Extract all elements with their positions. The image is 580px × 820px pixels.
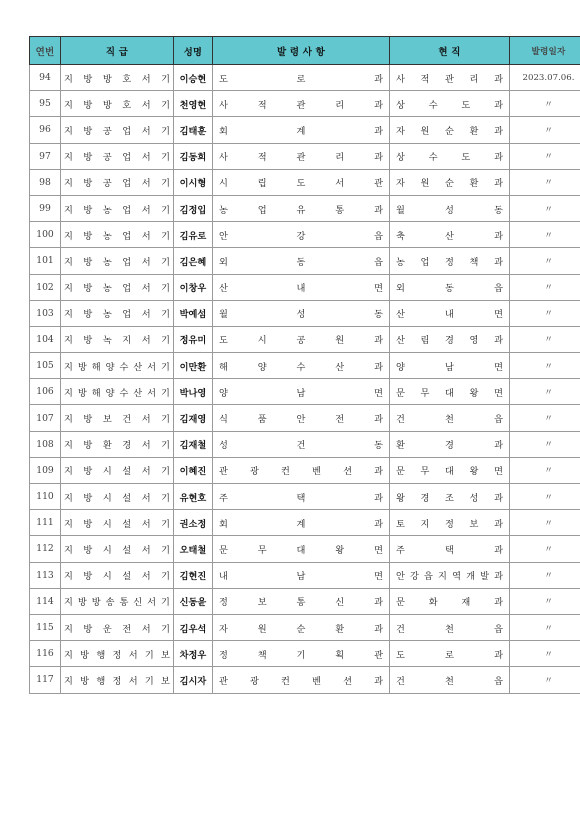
name-cell: 김정입 [174,195,213,221]
name-cell: 이시형 [174,169,213,195]
rank-cell [61,353,174,379]
row-number: 99 [30,195,61,221]
appointment-cell [213,222,390,248]
appointment-cell [213,65,390,91]
name-cell: 김태훈 [174,117,213,143]
current-post-cell [390,300,510,326]
appointment-cell [213,457,390,483]
spread-text: 지 방 방 송 통 신 서 기 [64,597,170,609]
table-row [30,117,580,143]
name-cell: 김시자 [174,667,213,693]
spread-text: 양 남 면 [219,387,383,399]
date-cell: 〃 [510,484,580,510]
rank-cell [61,143,174,169]
appointment-cell [213,667,390,693]
row-number: 107 [30,405,61,431]
row-number: 112 [30,536,61,562]
spread-text: 지 방 시 설 서 기 [64,518,170,530]
date-cell: 〃 [510,222,580,248]
spread-text: 안 강 읍 [219,230,383,242]
current-post-cell [390,405,510,431]
spread-text: 사 적 관 리 과 [219,99,383,111]
spread-text: 지 방 공 업 서 기 [64,178,170,190]
spread-text: 상 수 도 과 [396,99,503,111]
current-post-cell [390,379,510,405]
date-cell: 〃 [510,510,580,536]
rank-cell [61,405,174,431]
name-cell: 이창우 [174,274,213,300]
name-cell: 유현호 [174,484,213,510]
rank-cell [61,91,174,117]
row-number: 102 [30,274,61,300]
row-number: 109 [30,457,61,483]
date-cell: 〃 [510,641,580,667]
current-post-cell [390,195,510,221]
spread-text: 지 방 농 업 서 기 [64,283,170,295]
date-cell: 〃 [510,614,580,640]
spread-text: 건 천 읍 [396,414,503,426]
date-cell: 〃 [510,169,580,195]
spread-text: 지 방 시 설 서 기 [64,544,170,556]
table-row [30,562,580,588]
table-row [30,222,580,248]
spread-text: 환 경 과 [396,440,503,452]
row-number: 115 [30,614,61,640]
spread-text: 지 방 농 업 서 기 [64,230,170,242]
name-cell: 김유로 [174,222,213,248]
date-cell: 〃 [510,457,580,483]
date-cell: 〃 [510,195,580,221]
date-cell: 〃 [510,379,580,405]
header-row [30,37,580,65]
table-row [30,588,580,614]
rank-cell [61,117,174,143]
table-row [30,405,580,431]
spread-text: 지 방 시 설 서 기 [64,466,170,478]
row-number: 104 [30,326,61,352]
spread-text: 문 무 대 왕 면 [219,544,383,556]
name-cell: 정유미 [174,326,213,352]
appointment-cell [213,117,390,143]
date-cell: 〃 [510,326,580,352]
table-body [30,65,580,694]
spread-text: 지 방 해 양 수 산 서 기 [64,387,170,399]
rank-cell [61,222,174,248]
spread-text: 지 방 농 업 서 기 [64,309,170,321]
current-post-cell [390,562,510,588]
row-number: 98 [30,169,61,195]
table-row [30,91,580,117]
name-cell: 김우석 [174,614,213,640]
spread-text: 월 성 동 [219,309,383,321]
appointment-cell [213,484,390,510]
row-number: 117 [30,667,61,693]
row-number: 94 [30,65,61,91]
spread-text: 자 원 순 환 과 [219,623,383,635]
spread-text: 산 내 면 [396,309,503,321]
row-number: 103 [30,300,61,326]
current-post-cell [390,588,510,614]
table-row [30,300,580,326]
rank-cell [61,641,174,667]
rank-cell [61,510,174,536]
spread-text: 관 광 컨 벤 션 과 [219,466,383,478]
spread-text: 해 양 수 산 과 [219,361,383,373]
rank-cell [61,195,174,221]
appointment-cell [213,510,390,536]
spread-text: 성 건 동 [219,440,383,452]
spread-text: 도 시 공 원 과 [219,335,383,347]
appointment-cell [213,562,390,588]
name-cell: 오태철 [174,536,213,562]
spread-text: 지 방 방 호 서 기 [64,73,170,85]
spread-text: 건 천 읍 [396,675,503,687]
name-cell: 권소정 [174,510,213,536]
name-cell: 박나영 [174,379,213,405]
row-number: 113 [30,562,61,588]
name-cell: 김동희 [174,143,213,169]
current-post-cell [390,117,510,143]
current-post-cell [390,65,510,91]
table-row [30,641,580,667]
spread-text: 식 품 안 전 과 [219,414,383,426]
spread-text: 지 방 농 업 서 기 [64,256,170,268]
name-cell: 박예섬 [174,300,213,326]
appointment-cell [213,588,390,614]
date-cell: 2023.07.06. [510,65,580,91]
row-number: 111 [30,510,61,536]
date-cell: 〃 [510,431,580,457]
row-number: 116 [30,641,61,667]
row-number: 96 [30,117,61,143]
spread-text: 상 수 도 과 [396,152,503,164]
table-row [30,431,580,457]
spread-text: 도 로 과 [219,73,383,85]
row-number: 100 [30,222,61,248]
table-row [30,169,580,195]
rank-cell [61,169,174,195]
table-row [30,65,580,91]
name-cell: 차정우 [174,641,213,667]
name-cell: 신동윤 [174,588,213,614]
current-post-cell [390,326,510,352]
rank-cell [61,274,174,300]
row-number: 106 [30,379,61,405]
spread-text: 외 동 읍 [219,256,383,268]
row-number: 95 [30,91,61,117]
spread-text: 안 강 읍 지 역 개 발 과 [396,571,503,583]
spread-text: 외 동 읍 [396,283,503,295]
current-post-cell [390,614,510,640]
table-row [30,379,580,405]
table-row [30,484,580,510]
spread-text: 주 택 과 [396,544,503,556]
table-row [30,195,580,221]
current-post-cell [390,641,510,667]
rank-cell [61,667,174,693]
appointment-cell [213,274,390,300]
spread-text: 정 보 통 신 과 [219,597,383,609]
table-row [30,353,580,379]
spread-text: 지 방 시 설 서 기 [64,492,170,504]
table-row [30,667,580,693]
table-row [30,274,580,300]
row-number: 108 [30,431,61,457]
date-cell: 〃 [510,536,580,562]
appointment-cell [213,614,390,640]
spread-text: 내 남 면 [219,571,383,583]
spread-text: 관 광 컨 벤 션 과 [219,675,383,687]
header-date: 발령일자 [510,37,580,65]
current-post-cell [390,457,510,483]
date-cell: 〃 [510,143,580,169]
name-cell: 이만환 [174,353,213,379]
row-number: 114 [30,588,61,614]
appointment-cell [213,536,390,562]
spread-text: 양 남 면 [396,361,503,373]
current-post-cell [390,667,510,693]
appointment-cell [213,326,390,352]
rank-cell [61,484,174,510]
appointment-cell [213,379,390,405]
spread-text: 시 립 도 서 관 [219,178,383,190]
spread-text: 농 업 정 책 과 [396,256,503,268]
spread-text: 산 림 경 영 과 [396,335,503,347]
spread-text: 사 적 관 리 과 [396,73,503,85]
spread-text: 문 무 대 왕 면 [396,466,503,478]
spread-text: 회 계 과 [219,518,383,530]
date-cell: 〃 [510,588,580,614]
current-post-cell [390,353,510,379]
spread-text: 농 업 유 통 과 [219,204,383,216]
spread-text: 지 방 행 정 서 기 보 [64,675,170,687]
table-row [30,510,580,536]
spread-text: 토 지 정 보 과 [396,518,503,530]
appointment-cell [213,641,390,667]
row-number: 101 [30,248,61,274]
current-post-cell [390,169,510,195]
spread-text: 지 방 농 업 서 기 [64,204,170,216]
date-cell: 〃 [510,274,580,300]
appointment-cell [213,300,390,326]
row-number: 105 [30,353,61,379]
spread-text: 문 무 대 왕 면 [396,387,503,399]
spread-text: 지 방 보 건 서 기 [64,414,170,426]
rank-cell [61,431,174,457]
current-post-cell [390,536,510,562]
spread-text: 문 화 재 과 [396,597,503,609]
spread-text: 산 내 면 [219,283,383,295]
table-row [30,457,580,483]
date-cell: 〃 [510,248,580,274]
rank-cell [61,562,174,588]
spread-text: 회 계 과 [219,125,383,137]
table-row [30,248,580,274]
name-cell: 김재철 [174,431,213,457]
rank-cell [61,588,174,614]
name-cell: 이혜진 [174,457,213,483]
header-no: 연번 [30,37,61,65]
spread-text: 지 방 행 정 서 기 보 [64,649,170,661]
name-cell: 이승현 [174,65,213,91]
current-post-cell [390,91,510,117]
name-cell: 김현진 [174,562,213,588]
table-row [30,143,580,169]
rank-cell [61,379,174,405]
table-row [30,326,580,352]
current-post-cell [390,143,510,169]
date-cell: 〃 [510,562,580,588]
rank-cell [61,536,174,562]
date-cell: 〃 [510,405,580,431]
spread-text: 자 원 순 환 과 [396,178,503,190]
current-post-cell [390,248,510,274]
spread-text: 건 천 읍 [396,623,503,635]
spread-text: 지 방 방 호 서 기 [64,99,170,111]
spread-text: 주 택 과 [219,492,383,504]
spread-text: 지 방 녹 지 서 기 [64,335,170,347]
date-cell: 〃 [510,300,580,326]
current-post-cell [390,274,510,300]
appointment-cell [213,353,390,379]
table-row [30,614,580,640]
row-number: 110 [30,484,61,510]
spread-text: 지 방 해 양 수 산 서 기 [64,361,170,373]
appointment-cell [213,431,390,457]
appointment-cell [213,195,390,221]
rank-cell [61,326,174,352]
date-cell: 〃 [510,91,580,117]
spread-text: 지 방 시 설 서 기 [64,571,170,583]
name-cell: 김은혜 [174,248,213,274]
name-cell: 김재영 [174,405,213,431]
appointment-table [29,36,580,694]
current-post-cell [390,510,510,536]
spread-text: 지 방 공 업 서 기 [64,152,170,164]
rank-cell [61,248,174,274]
spread-text: 축 산 과 [396,230,503,242]
current-post-cell [390,431,510,457]
spread-text: 자 원 순 환 과 [396,125,503,137]
spread-text: 지 방 공 업 서 기 [64,125,170,137]
date-cell: 〃 [510,353,580,379]
rank-cell [61,457,174,483]
appointment-cell [213,248,390,274]
name-cell: 천영현 [174,91,213,117]
spread-text: 도 로 과 [396,649,503,661]
spread-text: 월 성 동 [396,204,503,216]
spread-text: 지 방 운 전 서 기 [64,623,170,635]
current-post-cell [390,484,510,510]
appointment-cell [213,405,390,431]
table-row [30,536,580,562]
spread-text: 지 방 환 경 서 기 [64,440,170,452]
rank-cell [61,300,174,326]
date-cell: 〃 [510,667,580,693]
date-cell: 〃 [510,117,580,143]
current-post-cell [390,222,510,248]
spread-text: 왕 경 조 성 과 [396,492,503,504]
row-number: 97 [30,143,61,169]
appointment-cell [213,143,390,169]
appointment-cell [213,91,390,117]
header-name: 성명 [174,37,213,65]
rank-cell [61,614,174,640]
header-rank: 직 급 [61,37,174,65]
appointment-cell [213,169,390,195]
header-current: 현 직 [390,37,510,65]
header-appointment: 발 령 사 항 [213,37,390,65]
spread-text: 정 책 기 획 관 [219,649,383,661]
spread-text: 사 적 관 리 과 [219,152,383,164]
rank-cell [61,65,174,91]
appointment-sheet [29,36,575,694]
